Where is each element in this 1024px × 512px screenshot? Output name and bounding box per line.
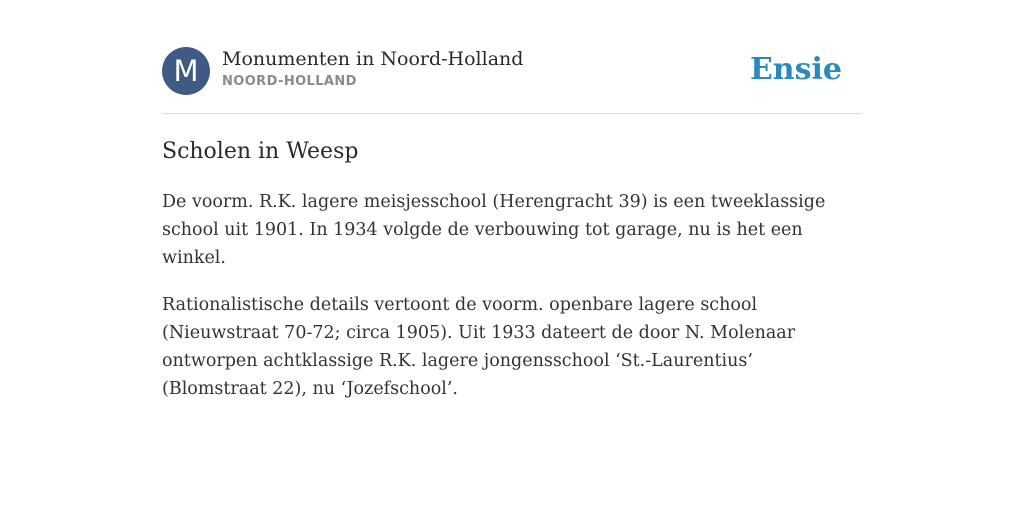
article-paragraph: Rationalistische details vertoont de voorm. openbare lagere school (Nieuwstraat 70-72; circa 1905). Uit 1933 dateert de door N. Molenaar ontworpen achtklassige R.K. lagere jongensschool ‘St.-Laurentius’ (Blomstraat 22), nu ‘Jozefschool’.: [162, 295, 796, 399]
divider: [162, 113, 862, 114]
source-subtitle: NOORD-HOLLAND: [222, 74, 357, 89]
brand-logo[interactable]: Ensie: [749, 52, 842, 87]
source-title[interactable]: Monumenten in Noord-Holland: [222, 48, 524, 70]
article-title: Scholen in Weesp: [162, 139, 359, 164]
article: [162, 136, 862, 403]
article-paragraph: De voorm. R.K. lagere meisjesschool (Herengracht 39) is een tweeklassige school uit 1901. In 1934 volgde de verbouwing tot garage, nu is het een winkel.: [162, 192, 826, 268]
header: [162, 47, 862, 95]
avatar[interactable]: M: [162, 47, 210, 95]
